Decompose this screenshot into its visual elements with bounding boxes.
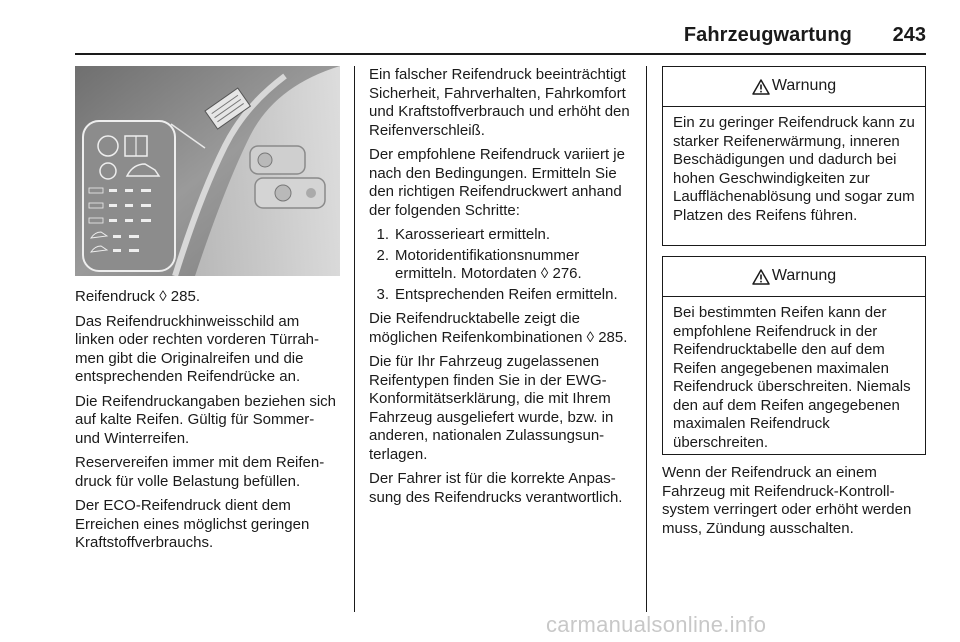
page-title: Fahrzeugwartung xyxy=(683,24,852,46)
column-divider xyxy=(646,66,647,612)
watermark: carmanualsonline.info xyxy=(546,612,767,637)
list-item xyxy=(369,247,635,284)
column-left xyxy=(75,288,341,559)
header-divider xyxy=(75,53,926,55)
column-divider xyxy=(354,66,355,612)
warning-triangle-icon xyxy=(752,79,770,95)
warning-title: Warnung xyxy=(771,77,837,95)
column-right xyxy=(662,464,926,544)
paragraph: Ein falscher Reifendruck beeinträchtigt Sicherheit, Fahrverhalten, Fahrkomfort und Kraftstoffverbrauch und erhöht den Reifenverschleiß. xyxy=(369,66,630,139)
step-list xyxy=(369,226,635,304)
step-text: Motoridentifikationsnummer ermitteln. Motordaten ◊ 276. xyxy=(395,246,582,282)
step-number: 3. xyxy=(376,285,389,303)
paragraph: Die Reifendrucktabelle zeigt die möglichen Reifenkombinationen ◊ 285. xyxy=(369,310,628,346)
step-number: 1. xyxy=(376,226,389,243)
paragraph: Wenn der Reifendruck an einem Fahrzeug mit Reifendruck-Kontrollsystem verringert oder erhöht werden muss, Zündung ausschalten. xyxy=(662,464,912,537)
paragraph: Reservereifen immer mit dem Reifendruck für volle Belastung befüllen. xyxy=(75,454,325,490)
warning-box xyxy=(662,66,926,246)
warning-header xyxy=(663,257,925,297)
warning-text: Bei bestimmten Reifen kann der empfohlene Reifendruck in der Reifendrucktabelle den auf dem Reifen angegebenen maximalen Reifendruck überschreiten. Niemals den auf dem Reifen angegebenen maximalen Reifendruck überschreiten. xyxy=(673,304,911,451)
paragraph: Der Fahrer ist für die korrekte Anpassung des Reifendrucks verantwortlich. xyxy=(369,470,623,506)
warning-box xyxy=(662,256,926,455)
paragraph: Das Reifendruckhinweisschild am linken oder rechten vorderen Türrahmen gibt die Originalreifen und die entsprechenden Reifendrücke an. xyxy=(75,312,320,385)
step-number: 2. xyxy=(376,246,389,264)
paragraph: Die für Ihr Fahrzeug zugelassenen Reifentypen finden Sie in der EWG-Konformitätserklärung, die mit Ihrem Fahrzeug ausgeliefert wurde, bzw. in anderen, nationalen Zulassungsunterlagen. xyxy=(369,353,614,463)
paragraph: Der empfohlene Reifendruck variiert je nach den Bedingungen. Ermitteln Sie den richtigen Reifendruckwert anhand der folgenden Schritte: xyxy=(369,146,625,219)
tire-pressure-label-photo xyxy=(75,66,340,276)
paragraph: Der ECO-Reifendruck dient dem Erreichen eines möglichst geringen Kraftstoffverbrauchs. xyxy=(75,497,310,551)
step-text: Karosserieart ermitteln. xyxy=(395,226,551,243)
paragraph: Die Reifendruckangaben beziehen sich auf kalte Reifen. Gültig für Sommer- und Winterreifen. xyxy=(75,392,337,447)
list-item xyxy=(369,286,635,305)
warning-text: Ein zu geringer Reifendruck kann zu starker Reifenerwärmung, inneren Beschädigungen und dadurch bei hohen Geschwindigkeiten zur Laufflächenablösung und sogar zum Platzen des Reifens führen. xyxy=(673,114,915,224)
warning-header xyxy=(663,67,925,107)
column-middle xyxy=(369,66,635,513)
step-text: Entsprechenden Reifen ermitteln. xyxy=(395,285,618,303)
warning-triangle-icon xyxy=(752,269,770,285)
warning-title: Warnung xyxy=(771,267,837,285)
list-item xyxy=(369,226,635,245)
paragraph: Reifendruck ◊ 285. xyxy=(75,288,200,305)
tire-pressure-label-icon xyxy=(83,121,175,271)
page-number: 243 xyxy=(892,24,926,46)
